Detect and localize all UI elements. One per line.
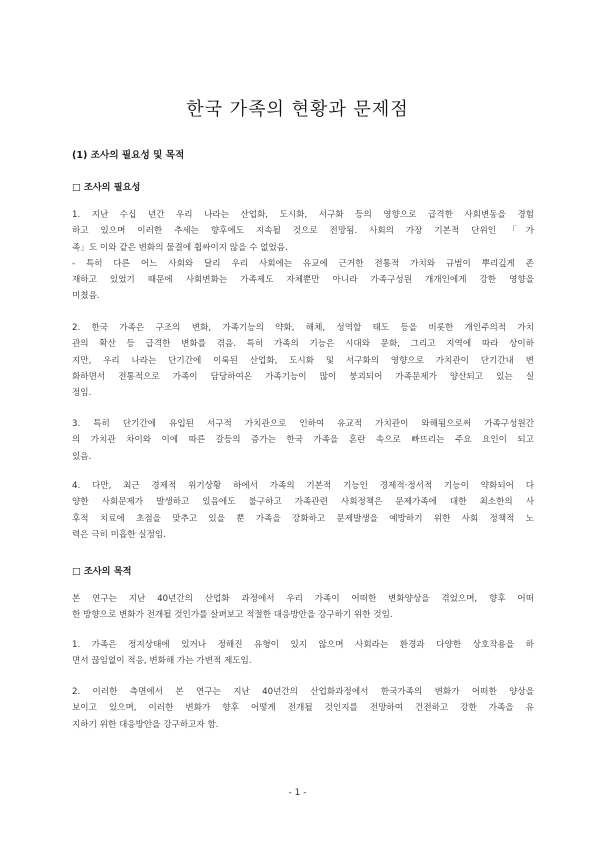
paragraph-1	[72, 207, 534, 305]
paragraph-line: 양한 사회문제가 발생하고 있음에도 불구하고 가족관련 사회정책은 문제가족에 대한 최소한의 사	[72, 497, 534, 508]
paragraph-line: 족」도 이와 같은 변화의 물결에 휩싸이지 않을 수 없었음.	[72, 242, 288, 253]
paragraph-line: 1. 지난 수십 년간 우리 나라는 산업화, 도시화, 서구화 등의 영향으로 급격한 사회변동을 경험	[72, 210, 534, 220]
paragraph-line: 4. 다만, 최근 경제적 위기상황 하에서 가족의 기본적 기능인 경제적·정서적 기능이 약화되어 다	[72, 481, 534, 491]
paragraph-line: 3. 특히 단기간에 유입된 서구적 가치관으로 인하여 유교적 가치관이 와해됨으로써 가족구성원간	[72, 419, 534, 429]
paragraph-line: 2. 한국 가족은 구조의 변화, 가족기능의 약화, 해체, 성역할 태도 등을 비롯한 개인주의적 가치	[72, 323, 534, 333]
paragraph-4	[72, 478, 534, 543]
paragraph-line: 재하고 있었기 때문에 사회변화는 가족제도 자체뿐만 아니라 가족구성원 개개인에게 강한 영향을	[72, 275, 534, 286]
paragraph-line: 후적 치료에 초점을 맞추고 있을 뿐 가족을 강화하고 문제발생을 예방하기 위한 사회 정책적 노	[72, 513, 534, 524]
page-number: - 1 -	[288, 788, 307, 798]
section-heading: (1) 조사의 필요성 및 목적	[72, 150, 185, 161]
paragraph-line: 의 가치관 차이와 이에 따른 갈등의 증가는 한국 가족을 혼란 속으로 빠뜨리는 주요 요인이 되고	[72, 435, 534, 446]
document-title: 한국 가족의 현황과 문제점	[186, 99, 409, 120]
paragraph-line: 력은 극히 미흡한 실정임.	[72, 529, 166, 540]
paragraph-line: 1. 가족은 정지상태에 있거나 정해진 유형이 있지 않으며 사회라는 환경과 다양한 상호작용을 하	[72, 640, 534, 650]
paragraph-line: 2. 이러한 측면에서 본 연구는 지난 40년간의 산업화과정에서 한국가족의 변화가 어떠한 양상을	[72, 687, 534, 697]
paragraph-2	[72, 320, 534, 401]
paragraph-line: 미쳤음.	[72, 291, 100, 302]
paragraph-line: 지만, 우리 나라는 단기간에 이룩된 산업화, 도시화 및 서구화의 영향으로 가치관이 단기간내 변	[72, 355, 534, 366]
paragraph-3	[72, 416, 534, 465]
paragraph-6	[72, 637, 534, 670]
paragraph-line: 지하기 위한 대응방안을 강구하고자 함.	[72, 719, 219, 730]
paragraph-line: 관의 확산 등 급격한 변화를 겪음. 특히 가족의 기능은 시대와 문화, 그리고 지역에 따라 상이하	[72, 339, 534, 350]
paragraph-line: 면서 끊임없이 적응, 변화해 가는 가변적 제도임.	[72, 656, 252, 667]
subsection-need-heading: □ 조사의 필요성	[72, 182, 141, 193]
paragraph-7	[72, 684, 534, 733]
subsection-purpose-heading: □ 조사의 목적	[72, 566, 132, 577]
paragraph-line: 보이고 있으며, 이러한 변화가 향후 어떻게 전개될 것인지를 전망하여 건전하고 강한 가족을 유	[72, 703, 534, 714]
paragraph-line: 하고 있으며 이러한 추세는 향후에도 지속될 것으로 전망됨. 사회의 가장 기본적 단위인 「가	[72, 226, 534, 237]
paragraph-5	[72, 591, 534, 624]
paragraph-line: - 특히 다른 어느 사회와 달리 우리 사회에는 유교에 근거한 전통적 가치와 규범이 뿌리깊게 존	[72, 258, 534, 269]
paragraph-line: 있음.	[72, 451, 92, 462]
paragraph-line: 화하면서 전통적으로 가족이 담당하여온 가족기능이 많이 붕괴되어 가족문제가 양산되고 있는 실	[72, 371, 534, 382]
paragraph-line: 본 연구는 지난 40년간의 산업화 과정에서 우리 가족이 어떠한 변화양상을 겪었으며, 향후 어떠	[72, 594, 534, 604]
paragraph-line: 한 방향으로 변화가 전개될 것인가를 살펴보고 적절한 대응방안을 강구하기 위한 것임.	[72, 610, 393, 621]
paragraph-line: 정임.	[72, 388, 92, 399]
